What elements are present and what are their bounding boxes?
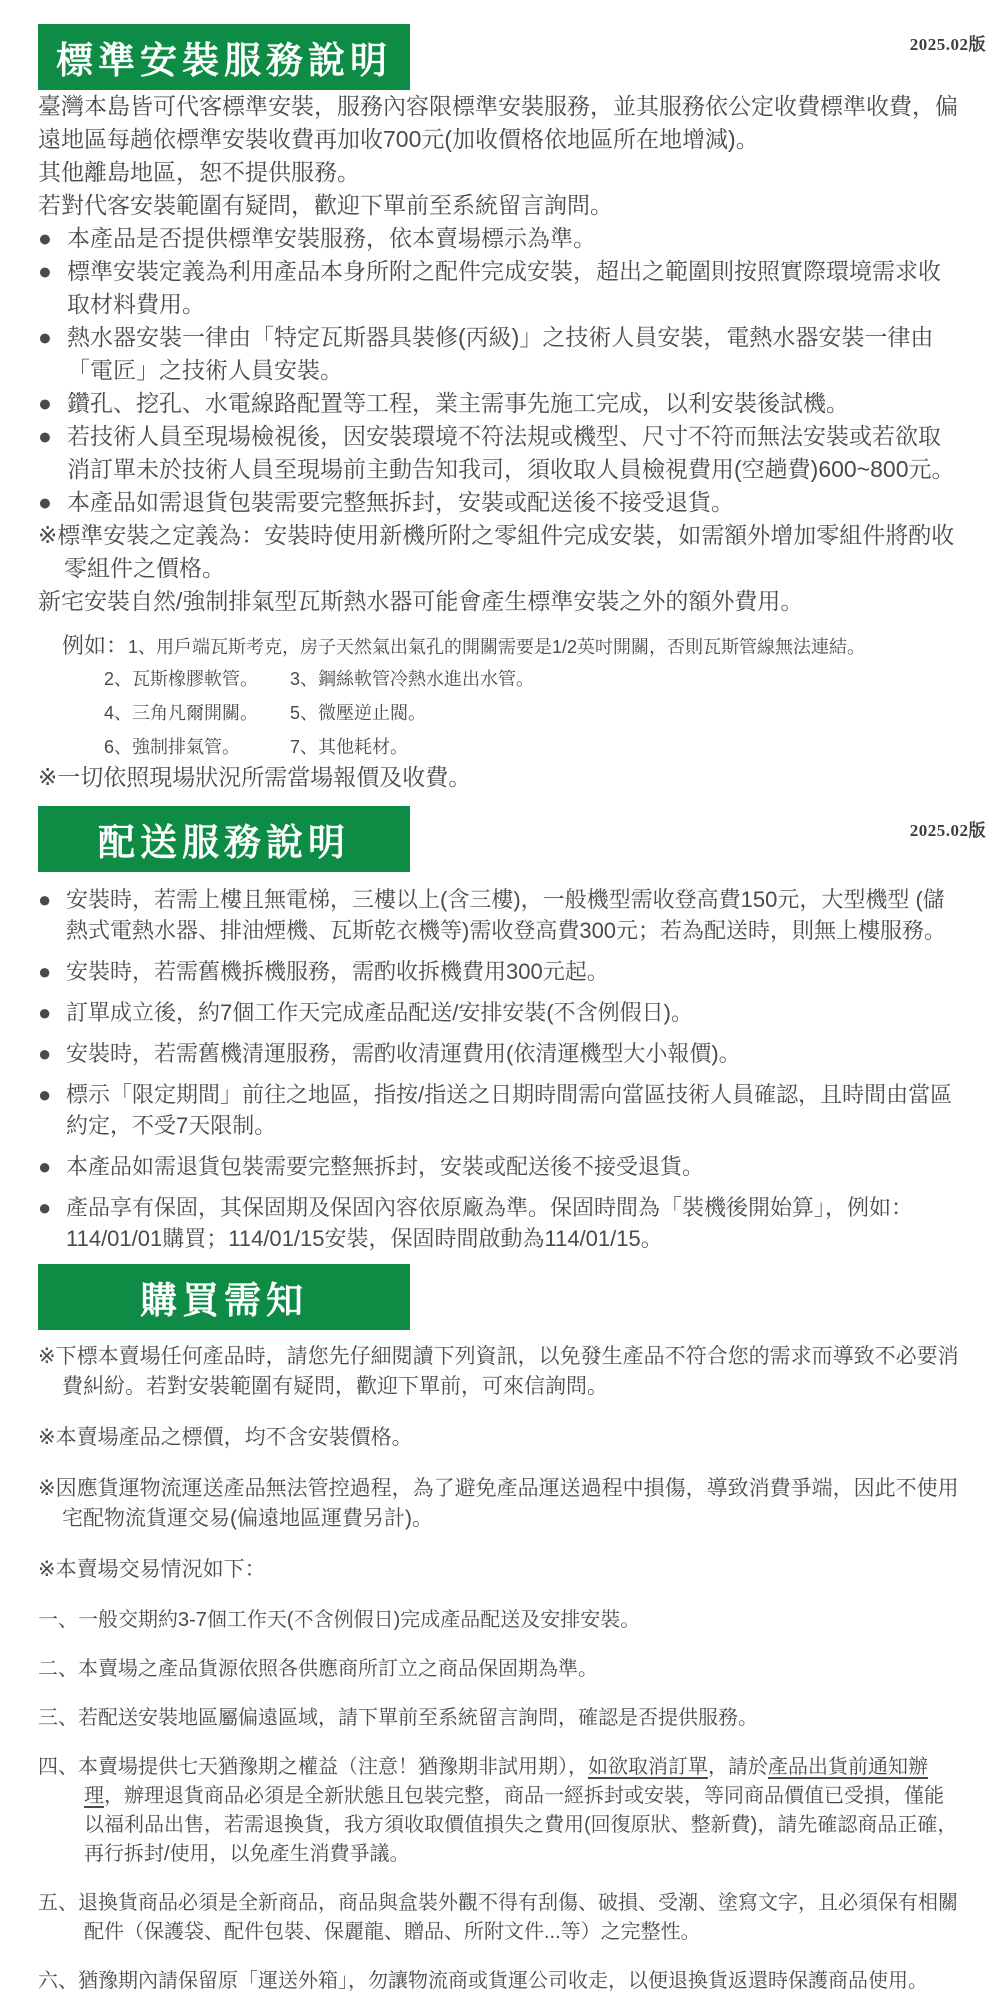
bullet-dot-icon: ● xyxy=(38,1000,52,1025)
example-item: 3、鋼絲軟管冷熱水進出水管。 xyxy=(290,669,535,689)
purchase-note: ※本賣場產品之標價，均不含安裝價格。 xyxy=(38,1426,413,1449)
delivery-bullet-item xyxy=(38,884,962,946)
install-intro-line1: 臺灣本島皆可代客標準安裝，服務內容限標準安裝服務，並其服務依公定收費標準收費，偏遠地區每趟依標準安裝收費再加收700元(加收價格依地區所在地增減)。 xyxy=(38,93,958,152)
purchase-item-4-underlined-notify: 產品出貨前通知辦理 xyxy=(84,1756,928,1807)
purchase-note: ※本賣場交易情況如下： xyxy=(38,1558,266,1581)
purchase-item-2: 二、本賣場之產品貨源依照各供應商所訂立之商品保固期為準。 xyxy=(38,1658,598,1680)
delivery-bullet-text: 本產品如需退貨包裝需要完整無拆封，安裝或配送後不接受退貨。 xyxy=(66,1154,705,1179)
purchase-item-4-text: ，辦理退貨商品必須是全新狀態且包裝完整，商品一經拆封或安裝，等同商品價值已受損，僅能以福利品出售，若需退換貨，我方須收取價值損失之費用(回復原狀、整新費)，請先確認商品正確，再行拆封/使用，以免產生消費爭議。 xyxy=(84,1785,958,1865)
example-item: 7、其他耗材。 xyxy=(290,737,409,757)
install-bullet-text: 本產品如需退貨包裝需要完整無拆封，安裝或配送後不接受退貨。 xyxy=(67,489,734,515)
install-bullet-item xyxy=(38,222,962,255)
install-intro-line3: 若對代客安裝範圍有疑問，歡迎下單前至系統留言詢問。 xyxy=(38,192,613,218)
delivery-bullet-text: 安裝時，若需舊機拆機服務，需酌收拆機費用300元起。 xyxy=(66,959,609,984)
install-example-row xyxy=(62,632,962,661)
delivery-bullet-text: 訂單成立後，約7個工作天完成產品配送/安排安裝(不含例假日)。 xyxy=(66,1000,694,1025)
delivery-bullet-item xyxy=(38,997,962,1028)
purchase-item-5: 五、退換貨商品必須是全新商品，商品與盒裝外觀不得有刮傷、破損、受潮、塗寫文字，且必須保有相關配件（保護袋、配件包裝、保麗龍、贈品、所附文件...等）之完整性。 xyxy=(38,1892,958,1943)
install-note-onsite-quote: ※一切依照現場狀況所需當場報價及收費。 xyxy=(38,764,472,790)
install-note-definition: ※標準安裝之定義為：安裝時使用新機所附之零組件完成安裝，如需額外增加零組件將酌收零組件之價格。 xyxy=(38,522,955,581)
section-title-standard-install: 標準安裝服務說明 xyxy=(38,24,410,90)
purchase-item-4-underlined-cancel: 如欲取消訂單 xyxy=(588,1756,708,1778)
delivery-bullet-item xyxy=(38,956,962,987)
install-example-grid xyxy=(104,665,962,761)
install-bullet-text: 標準安裝定義為利用產品本身所附之配件完成安裝，超出之範圍則按照實際環境需求收取材料費用。 xyxy=(67,258,941,317)
section-purchase-notice xyxy=(0,1264,1000,1996)
bullet-dot-icon: ● xyxy=(38,390,52,416)
install-bullet-item xyxy=(38,387,962,420)
purchase-item-4-text: ，請於 xyxy=(708,1756,768,1778)
version-label: 2025.02版 xyxy=(909,821,986,840)
delivery-bullet-text: 標示「限定期間」前往之地區，指按/指送之日期時間需向當區技術人員確認，且時間由當區約定，不受7天限制。 xyxy=(66,1082,953,1138)
delivery-bullet-text: 安裝時，若需上樓且無電梯，三樓以上(含三樓)，一般機型需收登高費150元，大型機型 (儲熱式電熱水器、排油煙機、瓦斯乾衣機等)需收登高費300元；若為配送時，則無上樓服務。 xyxy=(66,887,947,943)
install-bullet-text: 熱水器安裝一律由「特定瓦斯器具裝修(丙級)」之技術人員安裝，電熱水器安裝一律由「電匠」之技術人員安裝。 xyxy=(67,324,934,383)
bullet-dot-icon: ● xyxy=(38,887,52,912)
install-bullet-item xyxy=(38,321,962,387)
purchase-note: ※下標本賣場任何產品時，請您先仔細閱讀下列資訊，以免發生產品不符合您的需求而導致不必要消費糾紛。若對安裝範圍有疑問，歡迎下單前，可來信詢問。 xyxy=(38,1345,959,1398)
bullet-dot-icon: ● xyxy=(38,489,52,515)
delivery-bullet-text: 安裝時，若需舊機清運服務，需酌收清運費用(依清運機型大小報價)。 xyxy=(66,1041,741,1066)
purchase-item-4 xyxy=(38,1753,962,1869)
bullet-dot-icon: ● xyxy=(38,324,52,350)
example-item: 1、用戶端瓦斯考克，房子天然氣出氣孔的開關需要是1/2英吋開關，否則瓦斯管線無法連結。 xyxy=(128,637,866,657)
install-bullet-item xyxy=(38,486,962,519)
section-delivery xyxy=(0,806,1000,1254)
purchase-item-1: 一、一般交期約3-7個工作天(不含例假日)完成產品配送及安排安裝。 xyxy=(38,1609,641,1631)
install-note-extra-fee: 新宅安裝自然/強制排氣型瓦斯熱水器可能會產生標準安裝之外的額外費用。 xyxy=(38,588,804,614)
example-item: 6、強制排氣管。 xyxy=(104,737,241,757)
install-intro-line2: 其他離島地區，恕不提供服務。 xyxy=(38,159,360,185)
purchase-item-3: 三、若配送安裝地區屬偏遠區域，請下單前至系統留言詢問，確認是否提供服務。 xyxy=(38,1707,758,1729)
delivery-bullet-item xyxy=(38,1151,962,1182)
purchase-item-4-text: 四、本賣場提供七天猶豫期之權益（注意！猶豫期非試用期）， xyxy=(38,1756,588,1778)
install-bullet-item xyxy=(38,420,962,486)
delivery-bullet-item xyxy=(38,1079,962,1141)
delivery-bullet-item xyxy=(38,1038,962,1069)
delivery-bullet-text: 產品享有保固，其保固期及保固內容依原廠為準。保固時間為「裝機後開始算」，例如：114/01/01購買；114/01/15安裝，保固時間啟動為114/01/15。 xyxy=(66,1195,914,1251)
install-bullet-item xyxy=(38,255,962,321)
example-item: 5、微壓逆止閥。 xyxy=(290,703,427,723)
bullet-dot-icon: ● xyxy=(38,225,52,251)
bullet-dot-icon: ● xyxy=(38,1195,52,1220)
purchase-item-6: 六、猶豫期內請保留原「運送外箱」，勿讓物流商或貨運公司收走，以便退換貨返還時保護商品使用。 xyxy=(38,1970,928,1992)
bullet-dot-icon: ● xyxy=(38,1041,52,1066)
bullet-dot-icon: ● xyxy=(38,1082,52,1107)
install-bullet-text: 鑽孔、挖孔、水電線路配置等工程，業主需事先施工完成，以利安裝後試機。 xyxy=(67,390,849,416)
purchase-note: ※因應貨運物流運送產品無法管控過程，為了避免產品運送過程中損傷，導致消費爭端，因此不使用宅配物流貨運交易(偏遠地區運費另計)。 xyxy=(38,1477,959,1530)
install-bullet-text: 本產品是否提供標準安裝服務，依本賣場標示為準。 xyxy=(67,225,596,251)
example-item: 4、三角凡爾開關。 xyxy=(104,703,259,723)
version-label: 2025.02版 xyxy=(909,35,986,54)
example-label: 例如： xyxy=(62,633,129,658)
bullet-dot-icon: ● xyxy=(38,258,52,284)
delivery-bullet-item xyxy=(38,1192,962,1254)
section-title-purchase-notice: 購買需知 xyxy=(38,1264,410,1330)
install-bullet-text: 若技術人員至現場檢視後，因安裝環境不符法規或機型、尺寸不符而無法安裝或若欲取消訂單未於技術人員至現場前主動告知我司，須收取人員檢視費用(空趟費)600~800元。 xyxy=(67,423,955,482)
bullet-dot-icon: ● xyxy=(38,1154,52,1179)
bullet-dot-icon: ● xyxy=(38,959,52,984)
section-standard-install xyxy=(0,24,1000,794)
example-item: 2、瓦斯橡膠軟管。 xyxy=(104,669,259,689)
bullet-dot-icon: ● xyxy=(38,423,52,449)
section-title-delivery: 配送服務說明 xyxy=(38,806,410,872)
